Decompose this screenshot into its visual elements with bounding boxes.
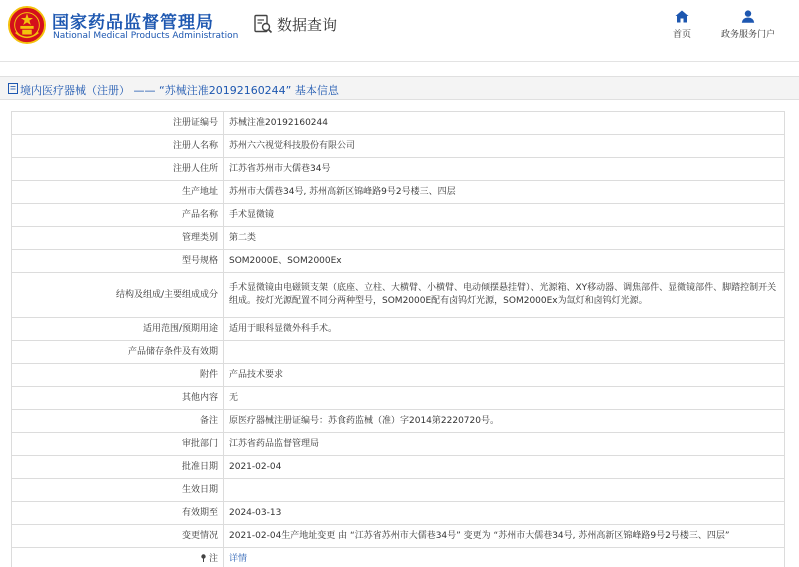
field-label [12, 318, 224, 341]
field-label [12, 204, 224, 227]
field-value-text: 产品技术要求 [229, 369, 284, 380]
table-row [12, 387, 785, 410]
breadcrumb-section[interactable]: 境内医疗器械（注册） [20, 84, 130, 97]
field-value [224, 112, 785, 135]
field-value-text: 苏州市大儒巷34号, 苏州高新区锦峰路9号2号楼三、四层 [229, 186, 456, 197]
table-row [12, 433, 785, 456]
field-label [12, 181, 224, 204]
field-label [12, 502, 224, 525]
field-value-text: 2021-02-04 [229, 461, 282, 472]
field-label-text: 生产地址 [181, 186, 218, 197]
field-label [12, 273, 224, 318]
field-value-text: 2024-03-13 [229, 507, 282, 518]
table-row [12, 525, 785, 548]
user-icon [741, 10, 755, 23]
site-header [0, 0, 799, 62]
field-label [12, 158, 224, 181]
field-value [224, 181, 785, 204]
field-value-text: 苏械注准20192160244 [229, 117, 328, 128]
nav-home-label: 首页 [672, 30, 691, 40]
field-label-text: 批准日期 [181, 461, 218, 472]
page-title: 数据查询 [277, 16, 338, 34]
field-value [224, 158, 785, 181]
breadcrumb [0, 76, 799, 100]
field-label [12, 525, 224, 548]
org-name-cn: 国家药品监督管理局 [52, 13, 214, 33]
field-label-text: 附件 [199, 369, 218, 380]
field-value [224, 227, 785, 250]
field-label [12, 548, 224, 567]
home-icon [675, 10, 689, 23]
field-label-text: 结构及组成/主要组成成分 [115, 289, 218, 300]
table-row [12, 479, 785, 502]
field-label-text: 产品名称 [181, 209, 218, 220]
nav-portal-button[interactable] [716, 10, 780, 40]
table-row [12, 158, 785, 181]
field-value [224, 456, 785, 479]
field-label-text: 注册证编号 [172, 117, 218, 128]
field-label-text: 注 [208, 553, 218, 564]
nav-home-button[interactable] [669, 10, 695, 40]
table-row [12, 204, 785, 227]
field-label-text: 适用范围/预期用途 [142, 323, 218, 334]
field-value-text: SOM2000E、SOM2000Ex [229, 255, 342, 266]
table-row [12, 456, 785, 479]
data-query-icon [253, 14, 273, 34]
field-value [224, 135, 785, 158]
field-label [12, 227, 224, 250]
table-row [12, 135, 785, 158]
field-value [224, 479, 785, 502]
table-row [12, 227, 785, 250]
registration-detail-table [11, 111, 785, 567]
breadcrumb-separator: —— [133, 84, 156, 97]
field-label-text: 管理类别 [181, 232, 218, 243]
field-value [224, 341, 785, 364]
field-label [12, 410, 224, 433]
field-value-text: 无 [229, 392, 239, 403]
field-label-text: 生效日期 [181, 484, 218, 495]
pin-icon [200, 554, 207, 562]
table-row [12, 548, 785, 567]
field-label-text: 型号规格 [181, 255, 218, 266]
details-link[interactable]: 详情 [229, 553, 248, 564]
field-label-text: 审批部门 [181, 438, 218, 449]
field-label [12, 433, 224, 456]
table-row [12, 318, 785, 341]
field-label [12, 341, 224, 364]
nav-portal-label: 政务服务门户 [720, 30, 775, 40]
field-value-text: 手术显微镜 [229, 209, 275, 220]
field-value [224, 250, 785, 273]
table-row [12, 410, 785, 433]
field-label-text: 注册人名称 [172, 140, 218, 151]
field-value [224, 364, 785, 387]
field-label [12, 135, 224, 158]
field-label-text: 变更情况 [181, 530, 218, 541]
field-label [12, 364, 224, 387]
table-row [12, 250, 785, 273]
table-row [12, 502, 785, 525]
document-icon [8, 83, 18, 94]
field-value [224, 548, 785, 567]
field-label [12, 250, 224, 273]
field-label-text: 有效期至 [181, 507, 218, 518]
field-value [224, 273, 785, 318]
table-row [12, 364, 785, 387]
field-value-text: 苏州六六视觉科技股份有限公司 [229, 140, 356, 151]
field-value-text: 2021-02-04生产地址变更 由 “江苏省苏州市大儒巷34号” 变更为 “苏州市大儒巷34号, 苏州高新区锦峰路9号2号楼三、四层” [229, 530, 730, 541]
field-value [224, 525, 785, 548]
field-label-text: 产品储存条件及有效期 [127, 346, 218, 357]
field-label [12, 456, 224, 479]
table-row [12, 341, 785, 364]
breadcrumb-title: “苏械注准20192160244” 基本信息 [159, 84, 339, 97]
field-value-text: 江苏省苏州市大儒巷34号 [229, 163, 331, 174]
breadcrumb-text [20, 82, 339, 98]
field-value-text: 适用于眼科显微外科手术。 [229, 323, 338, 334]
field-value [224, 204, 785, 227]
table-row [12, 273, 785, 318]
field-label [12, 479, 224, 502]
table-row [12, 181, 785, 204]
field-value [224, 502, 785, 525]
field-label-text: 备注 [199, 415, 218, 426]
table-row [12, 112, 785, 135]
org-name-en: National Medical Products Administration [53, 31, 239, 41]
field-value [224, 318, 785, 341]
national-emblem-icon [8, 6, 46, 44]
field-value-text: 第二类 [229, 232, 257, 243]
field-value [224, 387, 785, 410]
field-value [224, 433, 785, 456]
field-label [12, 112, 224, 135]
field-value-text: 手术显微镜由电磁锁支架（底座、立柱、大横臂、小横臂、电动倾摆悬挂臂）、光源箱、XY移动器、调焦部件、显微镜部件、脚踏控制开关组成。按灯光源配置不同分两种型号，SOM2000E配有卤钨灯光源，SOM2000Ex为氙灯和卤钨灯光源。 [229, 283, 777, 306]
field-label [12, 387, 224, 410]
field-value [224, 410, 785, 433]
field-label-text: 其他内容 [181, 392, 218, 403]
field-value-text: 江苏省药品监督管理局 [229, 438, 320, 449]
field-value-text: 原医疗器械注册证编号：苏食药监械（准）字2014第2220720号。 [229, 415, 499, 426]
field-label-text: 注册人住所 [172, 163, 218, 174]
